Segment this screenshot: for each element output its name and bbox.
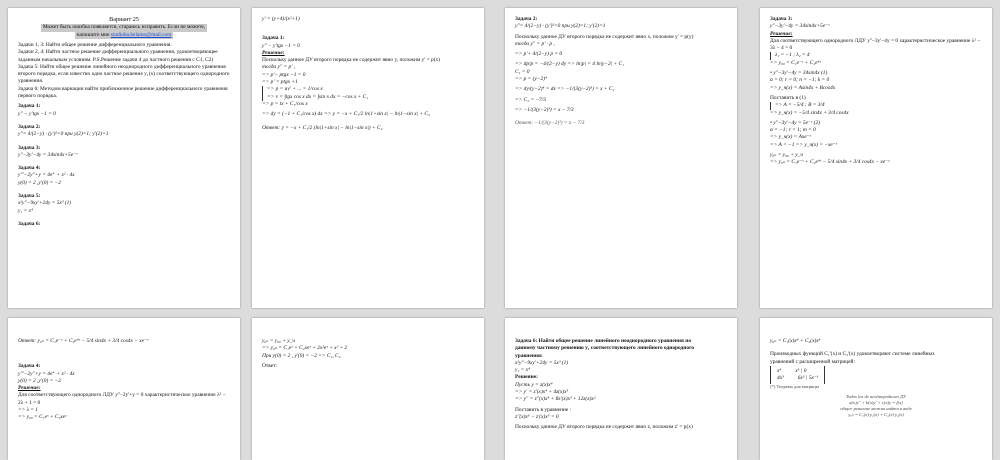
solution-line: тогда y'' = p' , [262, 64, 296, 71]
task-title: данному частному решению y₁ соответствующего линейного однородного [515, 345, 695, 352]
solution-line: уравнений с расширенной матрицей: [770, 358, 855, 365]
solution-line: тогда y'' = p' · p , [515, 40, 555, 47]
solution-line: Поставить в (1) [770, 94, 806, 101]
solution-line: => A = −1 => y_ч(x) = −xe⁻ˣ [770, 141, 838, 148]
task-cond: y(0) = 2 ,y'(0) = −2 [18, 377, 61, 384]
solution-line: λ₁ = −1 ; λ₂ = 4 [770, 52, 982, 59]
task-intro-3: Задача 5: Найти общее решение линейного неоднородного дифференциального уравнения второго порядка, если известно одно частное решение y₁(x) соответствующего однородного уравнения. [18, 63, 230, 85]
answer-line: Ответ: y = −x + C₁/2 (ln|1+sin x| − ln|1−sin x|) + C₂ [262, 124, 383, 131]
document-page-8 [760, 318, 992, 460]
solution-line: => y_ч(x) = Axe⁻ˣ [770, 134, 812, 141]
solution-line: => dy/(y−2)⁴ = dx => −1/(3(y−2)³) = x + C₂ [515, 86, 615, 93]
solution-line: => λ = 1 [18, 407, 38, 414]
matrix-cell: 6x⁵ | 5x⁻¹ [797, 375, 819, 382]
document-page-3 [505, 8, 737, 308]
solution-line: => y₀ₙ = C₁e⁻ˣ + C₂e⁴ˣ − 5/4 sin4x + 3/4 cos4x − xe⁻ˣ [770, 159, 890, 166]
answer-line: Ответ: [262, 362, 278, 369]
solution-label: Решение: [262, 49, 285, 56]
task-eq: y''= 4/(2−y) · (y')²=0 при y(2)=1; y'(2)=1 [515, 23, 606, 30]
solution-line: • y''−3y'−4y = 5e⁻ˣ (2) [770, 119, 820, 126]
matrix-cell: x⁶ | 0 [795, 367, 807, 374]
solution-line: => y_ч(x) = −5/4 sin4x + 3/4 cos4x [770, 109, 849, 116]
answer-line: Ответ: −1/(3(y−2)³) = x − 7/3 [515, 120, 585, 127]
task-2-eq: y''= 4/(2−y) · (y')²=0 при y(2)=1; y'(2)=1 [18, 131, 109, 138]
extended-matrix [770, 366, 825, 385]
document-page-2 [252, 8, 484, 308]
task-intro-4: Задача 6: Методом вариации найти приближенное решение дифференциального уравнения первого порядка. [18, 85, 228, 100]
note-line: a(x)y'' + b(x)y' + c(x)y = f(x) [849, 399, 903, 405]
variant-title: Вариант 25 [109, 16, 139, 23]
top-formula: y' = (y+4)/(x²+1) [262, 16, 300, 22]
task-5-y1: y₁ = x⁴ [18, 207, 33, 214]
task-3-label: Задача 3: [18, 144, 41, 151]
solution-line: • y''−3y'−4y = 34sin4x (1) [770, 70, 828, 77]
solution-label: Решение: [18, 385, 41, 392]
task-label: Задача 4: [18, 363, 41, 370]
task-3-eq: y''−3y'−4y = 34sin4x+5e⁻ˣ [18, 151, 78, 158]
solution-line: => y_ч(x) = Asin4x + Bcos4x [770, 84, 836, 91]
solution-line: => y' = z'(x)x⁴ + 4z(x)x³ [515, 389, 569, 396]
task-5-label: Задача 5: [18, 193, 41, 199]
solution-line: => y'' = z''(x)x⁴ + 8z'(x)x³ + 12z(x)x² [515, 396, 596, 403]
solution-line: => v = ∫tgx cos x dx = ∫sin x dx = −cos x + C₁ [267, 93, 369, 100]
document-page-7 [505, 318, 737, 460]
task-2-label: Задача 2: [18, 123, 41, 130]
task-4-label: Задача 4: [18, 165, 41, 172]
solution-line: => p'− ptgx −1 = 0 [262, 71, 306, 78]
matrix-cell: 4x³ [777, 375, 784, 382]
note-line: y₀ₙ = C₁(x)·y₁(x) + C₂(x)·y₂(x) [848, 412, 904, 418]
solution-line: => p'+ 4/(2−y) p = 0 [515, 51, 563, 58]
task-eq: x²y''−9xy'+24y = 5x³ (1) [515, 359, 569, 366]
solution-line: => C₂ = −7/3 [515, 96, 546, 103]
solution-label: Решение: [770, 30, 793, 37]
task-intro-2: Задачи 2, 4: Найти частное решение дифференциального уравнения, удовлетворяющее заданным начальным условиям. P.S.Решение задачи 4 до частного решения с С1, С2) [18, 49, 218, 63]
document-page-1 [8, 8, 240, 308]
solution-line: y₀ₙ = y₀₀ + y_ч [262, 338, 295, 344]
solution-line: => dp/p = −4/(2−y) dy => ln|p| = 4 ln|y−2| + C₁ [515, 61, 625, 68]
document-page-6 [252, 318, 484, 460]
solution-line: Поскольку данное ДУ второго порядка не содержит явно y, положим y' = p(x) [262, 57, 441, 64]
task-title: Задача 6: Найти общее решение линейного неоднородного уравнения по [515, 338, 692, 344]
solution-line: Поставить в уравнение : [515, 406, 572, 413]
matrix-cell: x⁴ [777, 367, 782, 374]
solution-line: => y₀₀ = C₁eˣ + C₂xeˣ [18, 414, 67, 421]
note-line: Todos los de неоднородного ДУ [845, 393, 907, 399]
solution-line: z''(x)x⁶ − z'(x)x⁵ = 0 [515, 413, 559, 420]
task-title: уравнения: [515, 352, 543, 359]
notice-line-1: Может быть ошибка появляется, стараюсь исправить. Если не можете, [42, 24, 206, 31]
task-6-label: Задача 6: [18, 220, 41, 227]
solution-line: => A = −5/4 ; B = 3/4 [770, 102, 982, 109]
solution-line: C₁ = 0 [515, 68, 530, 75]
solution-line: Пусть y = z(x)x⁴ [515, 381, 553, 388]
solution-line: α = −1; r = 1; m = 0 [770, 127, 816, 134]
solution-line: При y(0) = 2 , y'(0) = −2 => C₁, C₂ [262, 352, 341, 359]
task-4-eq: y'''−2y''+y = 4e⁺ + x² · 4x [18, 172, 75, 179]
task-4-cond: y(0) = 2 ,y'(0) = −2 [18, 179, 61, 186]
document-page-4 [760, 8, 992, 308]
email-link[interactable]: studioba.belamo@mail.com [110, 31, 172, 38]
solution-line: => y₀₀ = C₁e⁻ˣ + C₂e⁴ˣ [770, 59, 821, 66]
solution-line: => dy = (−1 + C₁/cos x) dx => y = −x + C₁/2 ln|1+sin x| − ln|1−sin x| + C₂ [262, 111, 430, 118]
task-intro-1: Задачи 1, 3: Найти общее решение дифференциального уравнения. [18, 41, 172, 48]
solution-line: => p = uv' + ... = 1/cos x [267, 86, 323, 93]
note-line: общее решение можно найти в виде [840, 406, 912, 412]
task-5-eq: x²y''−9xy'+24y = 5x³ (1) [18, 200, 72, 207]
solution-line: => p = (y−2)⁴ [515, 76, 547, 83]
task-1-eq: y'' − y'tgx −1 = 0 [18, 110, 56, 117]
task-y1: y₁ = x⁴ [515, 367, 530, 374]
solution-line: => y₀ₙ = C₁eˣ + C₂xeˣ + 2x²eˣ + x² + 2 [262, 345, 348, 352]
task-label: Задача 3: [770, 16, 793, 22]
solution-label: Решение: [515, 374, 538, 381]
note-label: (*) Теорема для матрицы [770, 384, 819, 390]
solution-line: Поскольку данное ДУ второго порядка не содержит явно x, положим y' = p(y) [515, 33, 694, 40]
notice-line-2: напишите мне [76, 31, 111, 38]
solution-line: Поскольку данное ДУ второго порядка не содержит явно z, положим z' = p(x) [515, 424, 693, 431]
task-label: Задача 2: [515, 16, 538, 22]
task-1-label: Задача 1: [18, 103, 41, 110]
top-formula: y₀ₙ = C₁(x)x⁴ + C₂(x)x⁶ [770, 338, 821, 344]
answer-line: Ответ: y₀ₙ = C₁e⁻ˣ + C₂e⁴ˣ − 5/4 sin4x + 3/4 cos4x − xe⁻ˣ [18, 338, 149, 344]
task-eq: y'' − y'tgx −1 = 0 [262, 42, 300, 49]
solution-line: y₀ₙ = y₀₀ + y_ч [770, 152, 803, 159]
solution-line: α = 0; r = 0; n = −1; k = 0 [770, 77, 830, 84]
document-page-5 [8, 318, 240, 460]
task-eq: y'''−2y''+y = 4e⁺ + x² · 4x [18, 370, 75, 377]
solution-line: => p = tx + C₁/cos x [262, 100, 308, 107]
task-eq: y''−3y'−4y = 34sin4x+5e⁻ˣ [770, 23, 830, 30]
solution-line: => −1/(3(y−2)³) = x − 7/3 [515, 106, 574, 113]
solution-line: Производных функций C₁'(x) и C₂'(x) удовлетворяют системе линейных [770, 351, 935, 358]
solution-line: => p' = ptgx +1 [262, 79, 298, 86]
task-label: Задача 1: [262, 35, 285, 42]
solution-line: Для соответствующего однородного ЛДУ y''−3y'−4y = 0 характеристическое уравнение λ² − 3λ − 4 = 0 [770, 37, 981, 52]
solution-line: Для соответствующего однородного ЛДУ y''−2y'+y = 0 характеристическое уравнение λ² − 2λ + 1 = 0 [18, 392, 226, 406]
